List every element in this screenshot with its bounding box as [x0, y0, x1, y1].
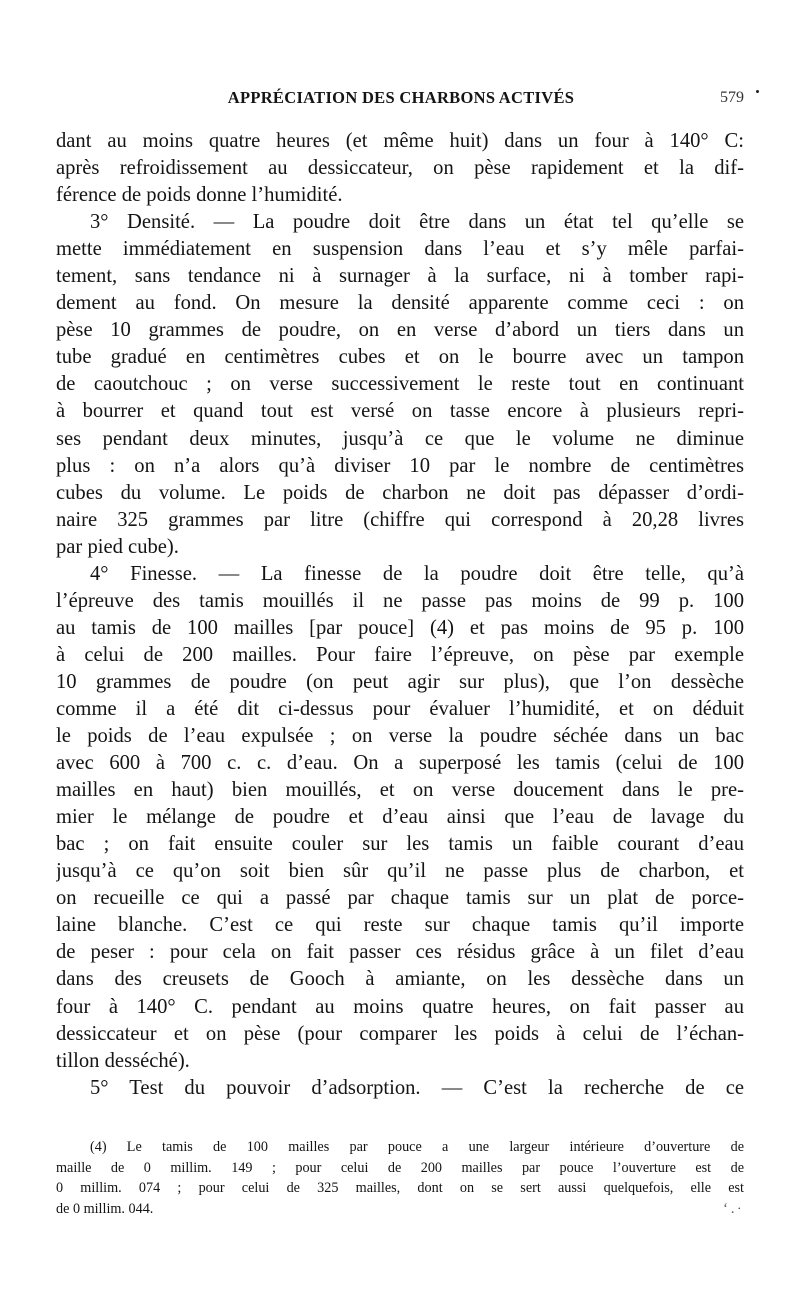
- text-line: à celui de 200 mailles. Pour faire l’épreuve, on pèse par exemple: [56, 643, 744, 666]
- text-line: cubes du volume. Le poids de charbon ne doit pas dépasser d’ordi-: [56, 481, 744, 504]
- text-line: plus : on n’a alors qu’à diviser 10 par le nombre de centimètres: [56, 454, 744, 477]
- page-header: [58, 88, 744, 116]
- text-line: mette immédiatement en suspension dans l’eau et s’y mêle parfai-: [56, 238, 744, 261]
- paragraph-start-finesse: 4° Finesse. — La finesse de la poudre doit être telle, qu’à: [90, 562, 744, 585]
- text-line: naire 325 grammes par litre (chiffre qui correspond à 20,28 livres: [56, 508, 744, 531]
- text-line: au tamis de 100 mailles [par pouce] (4) et pas moins de 95 p. 100: [56, 616, 744, 639]
- text-line: comme il a été dit ci-dessus pour évaluer l’humidité, et on déduit: [56, 697, 744, 720]
- text-line: jusqu’à ce qu’on soit bien sûr qu’il ne passe plus de charbon, et: [56, 860, 744, 883]
- text-line: le poids de l’eau expulsée ; on verse la poudre séchée dans un bac: [56, 725, 744, 748]
- text-line: mier le mélange de poudre et d’eau ainsi que l’eau de lavage du: [56, 806, 744, 829]
- text-line: l’épreuve des tamis mouillés il ne passe pas moins de 99 p. 100: [56, 589, 744, 612]
- text-line: dant au moins quatre heures (et même huit) dans un four à 140° C:: [56, 130, 744, 152]
- text-line: avec 600 à 700 c. c. d’eau. On a superposé les tamis (celui de 100: [56, 752, 744, 775]
- text-line: bac ; on fait ensuite couler sur les tamis un faible courant d’eau: [56, 833, 744, 856]
- text-line: à bourrer et quand tout est versé on tasse encore à plusieurs repri-: [56, 400, 744, 423]
- text-line: férence de poids donne l’humidité.: [56, 184, 343, 207]
- body-text: [56, 128, 744, 1102]
- footnote-line: [56, 1199, 744, 1220]
- page-number: 579: [720, 89, 744, 106]
- text-line: 10 grammes de poudre (on peut agir sur plus), que l’on dessèche: [56, 670, 744, 693]
- text-line: laine blanche. C’est ce qui reste sur chaque tamis qu’il importe: [56, 914, 744, 937]
- running-head: APPRÉCIATION DES CHARBONS ACTIVÉS: [227, 88, 575, 107]
- text-line: pèse 10 grammes de poudre, on en verse d’abord un tiers dans un: [56, 319, 744, 342]
- printer-mark-icon: ‘.∙: [723, 1200, 744, 1217]
- text-line: mailles en haut) bien mouillés, et on verse doucement dans le pre-: [56, 779, 744, 802]
- text-line: dement au fond. On mesure la densité apparente comme ceci : on: [56, 292, 744, 315]
- text-line: ses pendant deux minutes, jusqu’à ce que le volume ne diminue: [56, 427, 744, 450]
- paragraph-start-densite: 3° Densité. — La poudre doit être dans un état tel qu’elle se: [90, 211, 744, 234]
- text-line: de peser : pour cela on fait passer ces résidus grâce à un filet d’eau: [56, 941, 744, 964]
- text-line: tillon desséché).: [56, 1049, 190, 1072]
- text-line: tement, sans tendance ni à surnager à la surface, ni à tomber rapi-: [56, 265, 744, 288]
- text-line: on recueille ce qui a passé par chaque tamis sur un plat de porce-: [56, 887, 744, 910]
- footnotes: [56, 1137, 744, 1219]
- text-line: dessiccateur et on pèse (pour comparer les poids à celui de l’échan-: [56, 1022, 744, 1045]
- footnote-line: maille de 0 millim. 149 ; pour celui de 200 mailles par pouce l’ouverture est de: [56, 1159, 744, 1176]
- print-speck: [756, 90, 759, 93]
- footnote-line: (4) Le tamis de 100 mailles par pouce a une largeur intérieure d’ouverture de: [90, 1139, 744, 1155]
- text-line: four à 140° C. pendant au moins quatre heures, on fait passer au: [56, 995, 744, 1018]
- footnote-line: 0 millim. 074 ; pour celui de 325 mailles, dont on se sert aussi quelquefois, elle est: [56, 1180, 744, 1196]
- footnote-last-text: de 0 millim. 044.: [56, 1200, 154, 1217]
- text-line: tube gradué en centimètres cubes et on le bourre avec un tampon: [56, 346, 744, 369]
- text-line: de caoutchouc ; on verse successivement le reste tout en continuant: [56, 373, 744, 396]
- text-line: dans des creusets de Gooch à amiante, on les dessèche dans un: [56, 968, 744, 991]
- text-line: par pied cube).: [56, 535, 179, 558]
- text-line: après refroidissement au dessiccateur, on pèse rapidement et la dif-: [56, 157, 744, 180]
- paragraph-start-test: 5° Test du pouvoir d’adsorption. — C’est la recherche de ce: [90, 1076, 744, 1099]
